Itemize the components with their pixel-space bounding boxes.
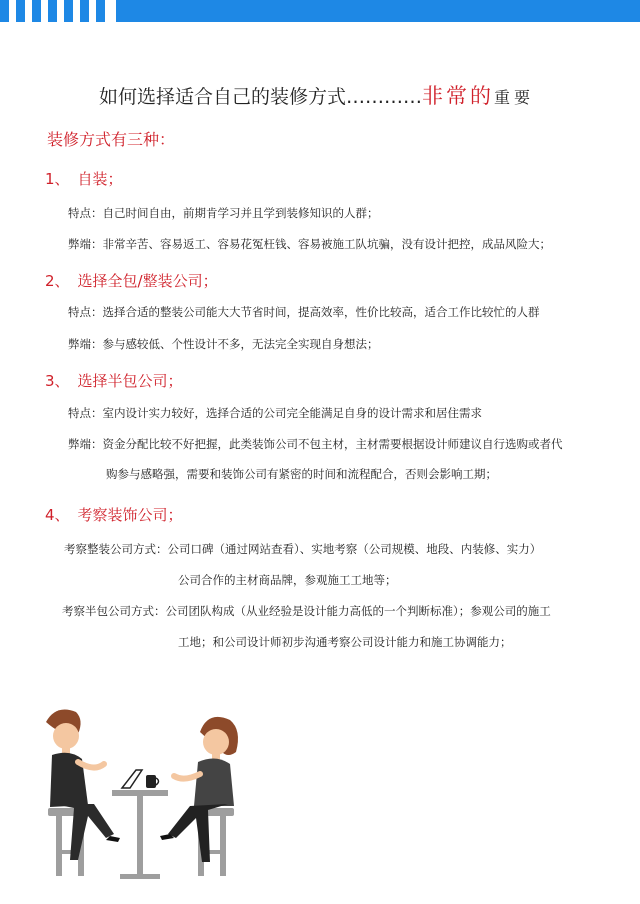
section-4-line-2: 公司合作的主材商品牌，参观施工工地等； — [178, 573, 397, 587]
subheading: 装修方式有三种： — [47, 130, 176, 149]
section-number: 1、 — [45, 170, 70, 188]
title-main: 如何选择适合自己的装修方式………… — [99, 86, 423, 108]
section-number: 3、 — [45, 372, 70, 390]
section-3-line-2: 弊端：资金分配比较不好把握，此类装饰公司不包主材，主材需要根据设计师建议自行选购或者代 — [68, 437, 563, 451]
section-4-line-4: 工地；和公司设计师初步沟通考察公司设计能力和施工协调能力； — [178, 635, 512, 649]
section-heading-1 — [45, 168, 123, 189]
meeting-illustration — [30, 700, 260, 890]
top-banner — [0, 0, 640, 22]
table-icon — [112, 770, 168, 879]
section-title: 选择半包公司； — [77, 372, 183, 390]
section-1-line-2: 弊端：非常辛苦、容易返工、容易花冤枉钱、容易被施工队坑骗，没有设计把控，成品风险大； — [68, 237, 551, 251]
section-heading-2 — [45, 270, 218, 291]
section-3-line-3: 购参与感略强，需要和装饰公司有紧密的时间和流程配合，否则会影响工期； — [106, 467, 497, 481]
title-tail: 重要 — [494, 88, 535, 107]
banner-stripes — [0, 0, 112, 22]
section-title: 选择全包/整装公司； — [77, 272, 218, 290]
section-4-line-3: 考察半包公司方式：公司团队构成（从业经验是设计能力高低的一个判断标准）；参观公司的施工 — [62, 604, 551, 618]
section-heading-3 — [45, 370, 183, 391]
section-4-line-1: 考察整装公司方式：公司口碑（通过网站查看）、实地考察（公司规模、地段、内装修、实力） — [64, 542, 542, 556]
section-3-line-1: 特点：室内设计实力较好，选择合适的公司完全能满足自身的设计需求和居住需求 — [68, 406, 482, 420]
section-1-line-1: 特点：自己时间自由，前期肯学习并且学到装修知识的人群； — [68, 206, 379, 220]
page-title — [99, 80, 534, 110]
banner-bar — [116, 0, 640, 22]
section-heading-4 — [45, 504, 183, 525]
title-emphasis: 非常的 — [422, 84, 495, 108]
section-2-line-2: 弊端：参与感较低、个性设计不多，无法完全实现自身想法； — [68, 337, 379, 351]
section-title: 自装； — [77, 170, 123, 188]
section-2-line-1: 特点：选择合适的整装公司能大大节省时间，提高效率，性价比较高，适合工作比较忙的人群 — [68, 305, 540, 319]
section-number: 4、 — [45, 506, 70, 524]
section-number: 2、 — [45, 272, 70, 290]
section-title: 考察装饰公司； — [77, 506, 183, 524]
